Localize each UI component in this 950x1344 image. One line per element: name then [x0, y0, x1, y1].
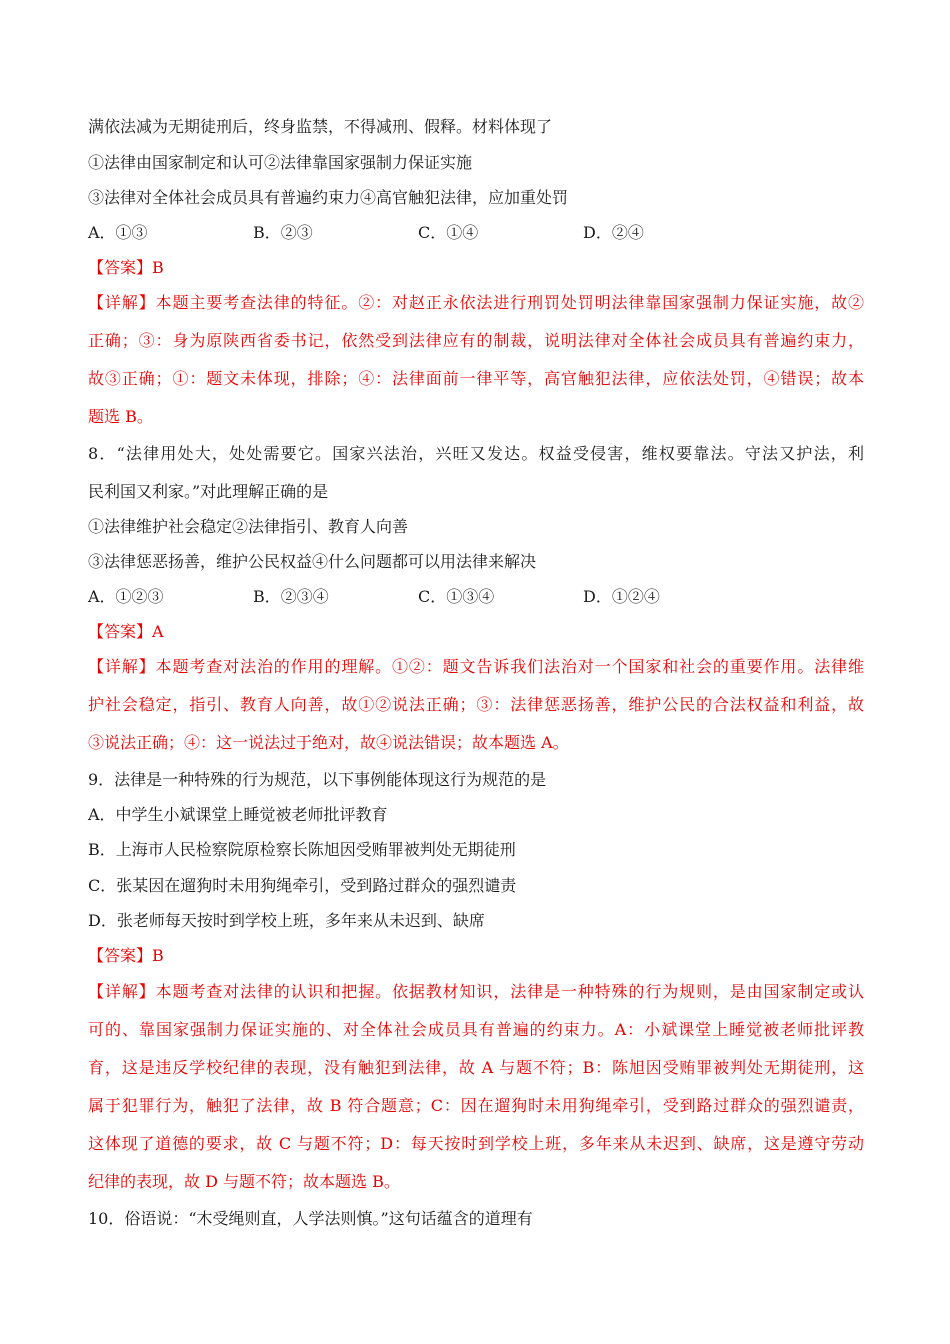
q8-option-a: A．①②③ — [88, 587, 164, 606]
q7-option-b: B．②③ — [253, 223, 313, 242]
q8-option-c: C．①③④ — [418, 587, 495, 606]
q7-option-a: A．①③ — [88, 223, 148, 242]
q9-option-c: C．张某因在遛狗时未用狗绳牵引，受到路过群众的强烈谴责 — [88, 876, 517, 895]
q9-explanation-line: 纪律的表现，故 D 与题不符；故本题选 B。 — [88, 1172, 400, 1191]
q7-statement-1-2: ①法律由国家制定和认可②法律靠国家强制力保证实施 — [88, 153, 473, 172]
q7-option-c: C．①④ — [418, 223, 479, 242]
q9-explanation-line: 育，这是违反学校纪律的表现，没有触犯到法律，故 A 与题不符；B：陈旭因受贿罪被判处无期徒刑，这 — [88, 1058, 864, 1077]
q8-statement-1-2: ①法律维护社会稳定②法律指引、教育人向善 — [88, 517, 409, 536]
q9-option-b: B．上海市人民检察院原检察长陈旭因受贿罪被判处无期徒刑 — [88, 840, 516, 859]
q7-explanation-line: 【详解】本题主要考查法律的特征。②：对赵正永依法进行刑罚处罚明法律靠国家强制力保证实施，故② — [88, 293, 864, 312]
q9-explanation-line: 可的、靠国家强制力保证实施的、对全体社会成员具有普遍的约束力。A：小斌课堂上睡觉被老师批评教 — [88, 1020, 864, 1039]
q8-explanation-line: 护社会稳定，指引、教育人向善，故①②说法正确；③：法律惩恶扬善，维护公民的合法权益和利益，故 — [88, 695, 864, 714]
q7-answer: 【答案】B — [88, 258, 164, 277]
q8-option-d: D．①②④ — [583, 587, 660, 606]
q8-option-b: B．②③④ — [253, 587, 329, 606]
q7-statement-3-4: ③法律对全体社会成员具有普遍约束力④高官触犯法律，应加重处罚 — [88, 188, 569, 207]
q7-explanation-line: 故③正确；①：题文未体现，排除；④：法律面前一律平等，高官触犯法律，应依法处罚，④错误；故本 — [88, 369, 864, 388]
q8-statement-3-4: ③法律惩恶扬善，维护公民权益④什么问题都可以用法律来解决 — [88, 552, 537, 571]
q10-stem: 10．俗语说：“木受绳则直，人学法则慎。”这句话蕴含的道理有 — [88, 1209, 533, 1228]
q7-explanation-line: 题选 B。 — [88, 407, 153, 426]
q9-explanation-line: 【详解】本题考查对法律的认识和把握。依据教材知识，法律是一种特殊的行为规则，是由国家制定或认 — [88, 982, 864, 1001]
q7-option-d: D．②④ — [583, 223, 644, 242]
q9-stem: 9．法律是一种特殊的行为规范，以下事例能体现这行为规范的是 — [88, 770, 547, 789]
q9-explanation-line: 这体现了道德的要求，故 C 与题不符；D：每天按时到学校上班，多年来从未迟到、缺席，这是遵守劳动 — [88, 1134, 864, 1153]
q9-option-d: D．张老师每天按时到学校上班，多年来从未迟到、缺席 — [88, 911, 485, 930]
q9-explanation-line: 属于犯罪行为，触犯了法律，故 B 符合题意；C：因在遛狗时未用狗绳牵引，受到路过群众的强烈谴责， — [88, 1096, 864, 1115]
q8-explanation-line: 【详解】本题考查对法治的作用的理解。①②：题文告诉我们法治对一个国家和社会的重要作用。法律维 — [88, 657, 864, 676]
q8-answer: 【答案】A — [88, 622, 164, 641]
q8-stem-line: 民利国又利家。”对此理解正确的是 — [88, 482, 329, 501]
q7-stem: 满依法减为无期徒刑后，终身监禁，不得减刑、假释。材料体现了 — [88, 117, 553, 136]
q8-explanation-line: ③说法正确；④：这一说法过于绝对，故④说法错误；故本题选 A。 — [88, 733, 569, 752]
q8-stem-line: 8．“法律用处大，处处需要它。国家兴法治，兴旺又发达。权益受侵害，维权要靠法。守法又护法，利 — [88, 444, 864, 463]
q9-option-a: A．中学生小斌课堂上睡觉被老师批评教育 — [88, 805, 388, 824]
q9-answer: 【答案】B — [88, 946, 164, 965]
q7-explanation-line: 正确；③：身为原陕西省委书记，依然受到法律应有的制裁，说明法律对全体社会成员具有普遍约束力， — [88, 331, 864, 350]
